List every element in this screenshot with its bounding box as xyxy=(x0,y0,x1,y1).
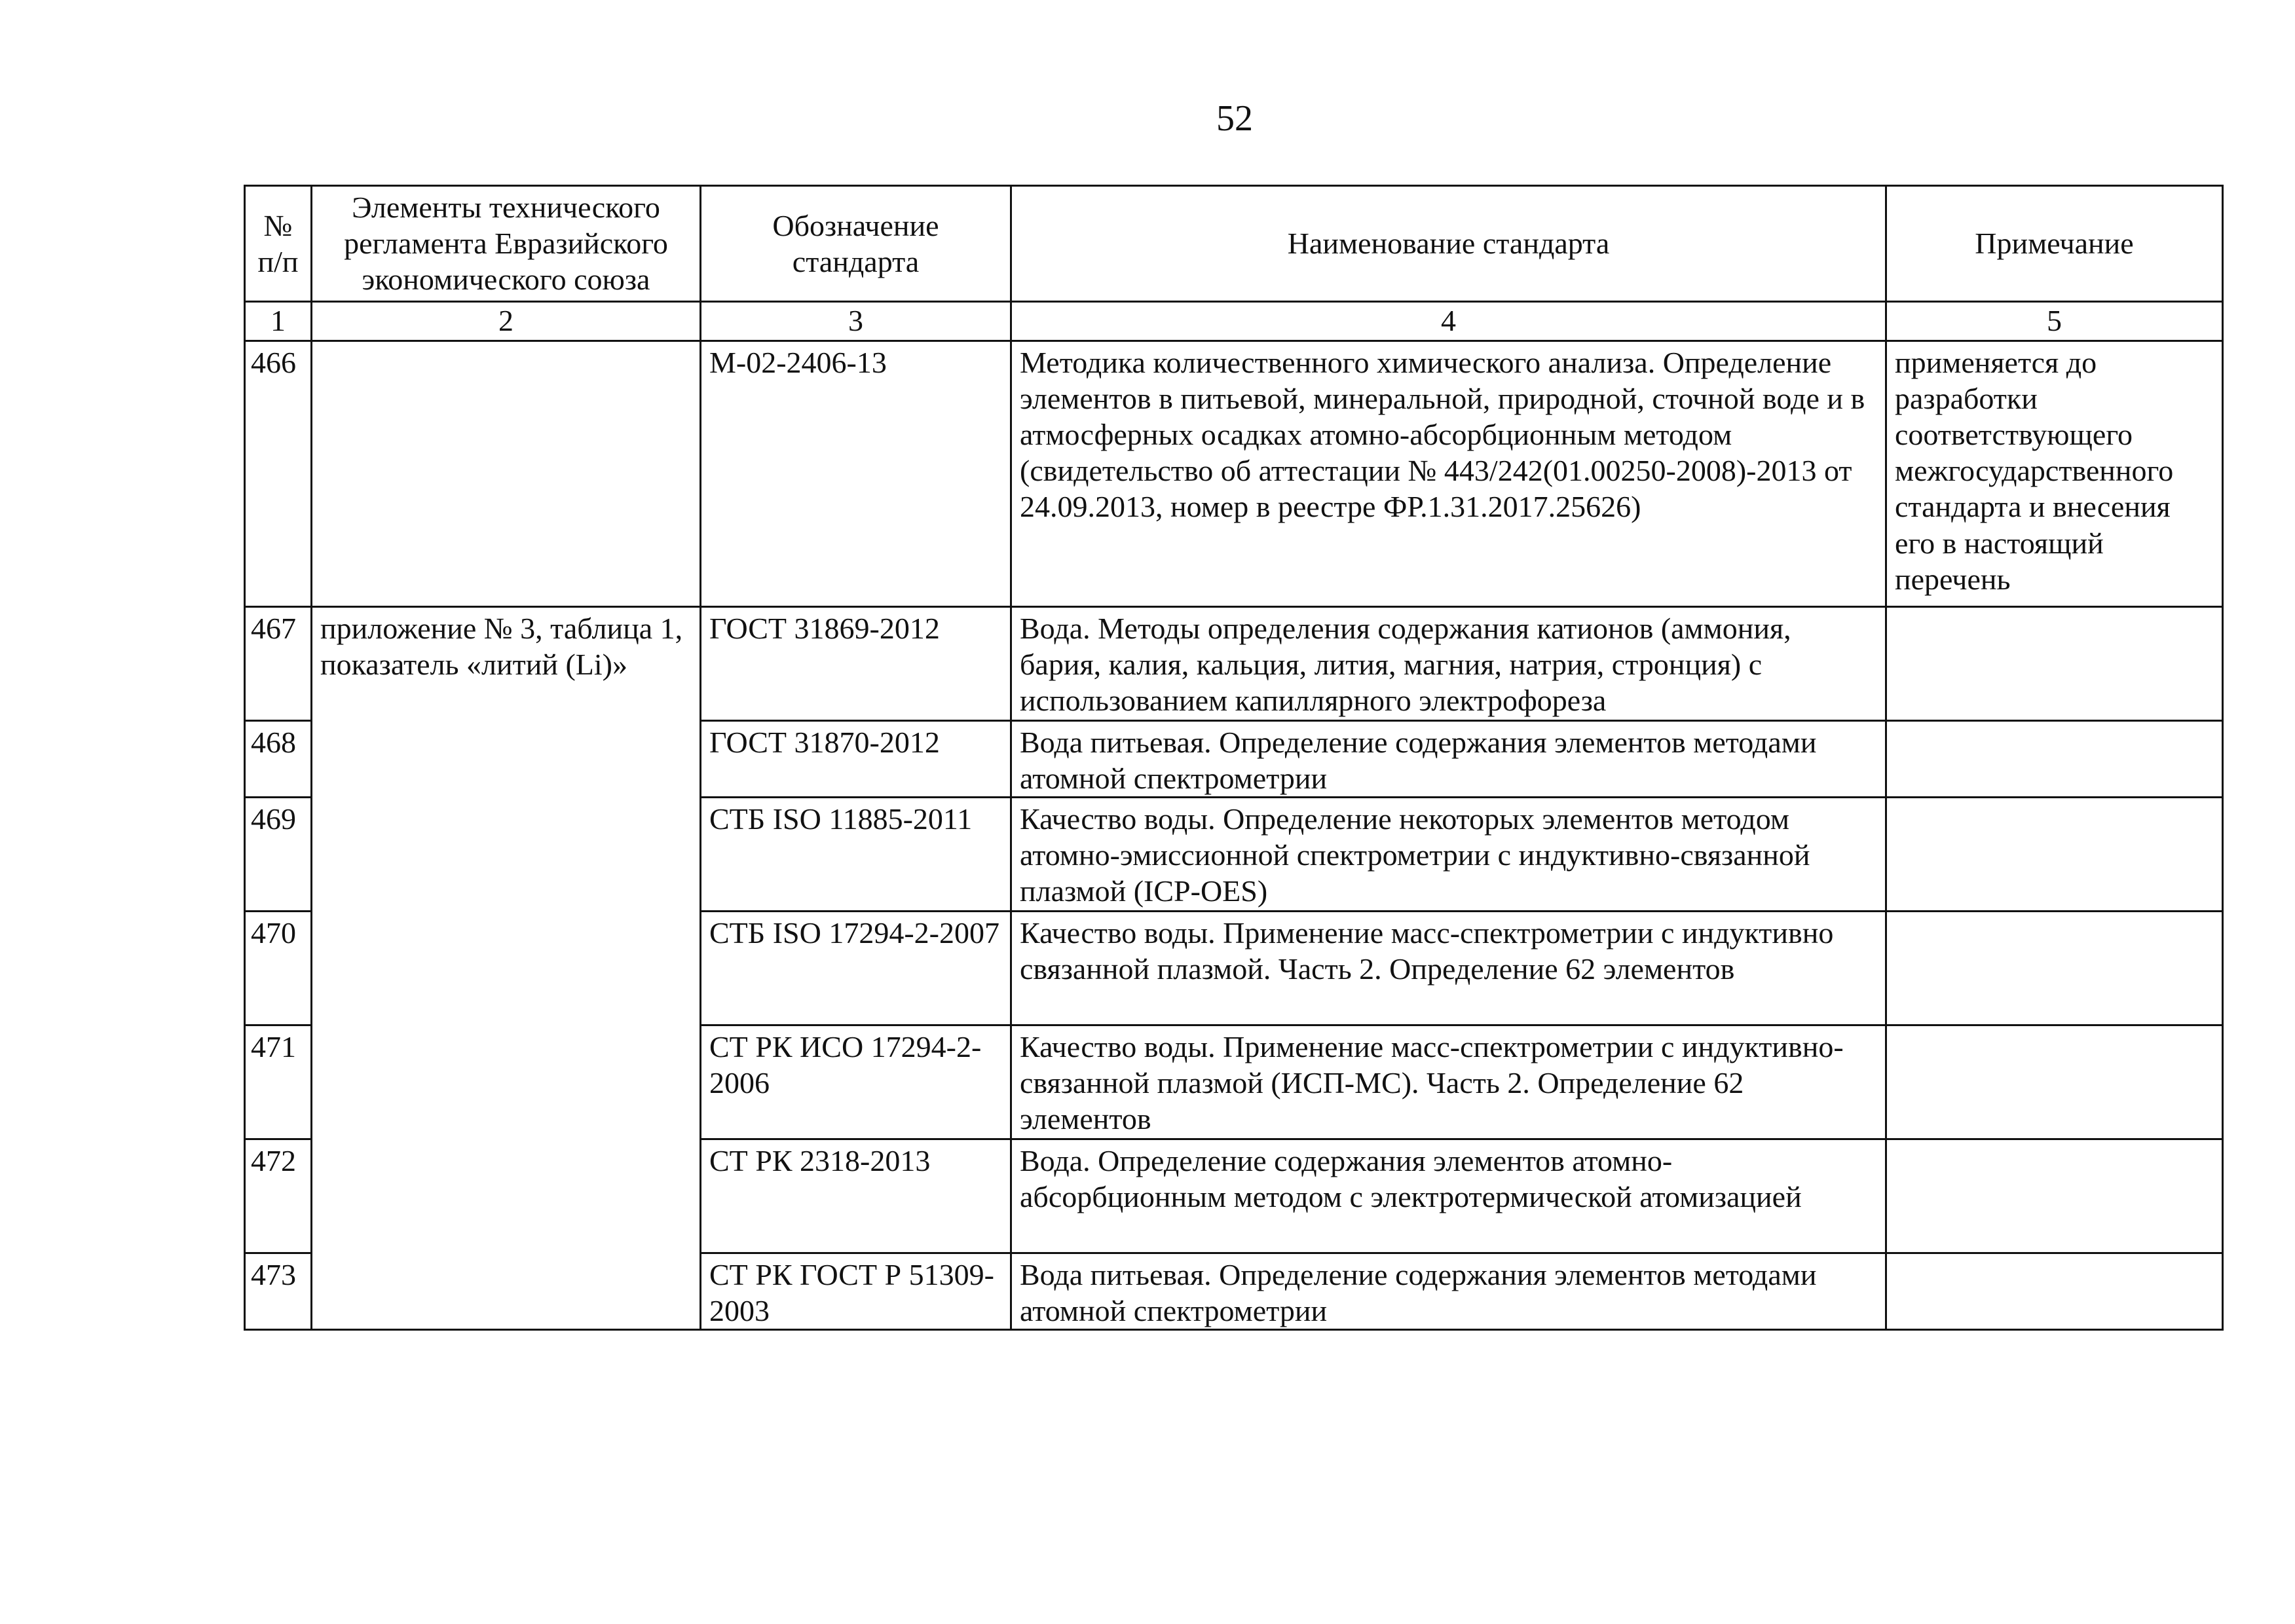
note-cell xyxy=(1886,797,2223,911)
note-cell xyxy=(1886,606,2223,720)
column-number: 3 xyxy=(701,301,1011,341)
table-row xyxy=(245,341,2223,606)
header-note: Примечание xyxy=(1886,186,2223,302)
column-number-row xyxy=(245,301,2223,341)
row-number: 473 xyxy=(245,1253,312,1329)
standard-name-cell: Качество воды. Применение масс-спектрометрии с индуктивно-связанной плазмой (ИСП-МС). Часть 2. Определение 62 элементов xyxy=(1011,1025,1886,1139)
row-number: 471 xyxy=(245,1025,312,1139)
note-cell xyxy=(1886,720,2223,797)
standard-name-cell: Методика количественного химического анализа. Определение элементов в питьевой, минеральной, природной, сточной воде и в атмосферных осадках атомно-абсорбционным методом (свидетельство об аттестации № 443/242(01.00250-2008)-2013 от 24.09.2013, номер в реестре ФР.1.31.2017.25626) xyxy=(1011,341,1886,606)
standard-name-cell: Вода. Методы определения содержания катионов (аммония, бария, калия, кальция, лития, магния, натрия, стронция) с использованием капиллярного электрофореза xyxy=(1011,606,1886,720)
designation-cell: М-02-2406-13 xyxy=(701,341,1011,606)
standard-name-cell: Качество воды. Применение масс-спектрометрии с индуктивно связанной плазмой. Часть 2. Определение 62 элементов xyxy=(1011,911,1886,1025)
note-cell xyxy=(1886,1139,2223,1253)
standard-name-cell: Вода питьевая. Определение содержания элементов методами атомной спектрометрии xyxy=(1011,1253,1886,1329)
designation-cell: СТБ ISO 17294-2-2007 xyxy=(701,911,1011,1025)
designation-cell: ГОСТ 31869-2012 xyxy=(701,606,1011,720)
row-number: 468 xyxy=(245,720,312,797)
header-name: Наименование стандарта xyxy=(1011,186,1886,302)
note-cell xyxy=(1886,1253,2223,1329)
row-number: 470 xyxy=(245,911,312,1025)
header-num: № п/п xyxy=(245,186,312,302)
designation-cell: СТ РК 2318-2013 xyxy=(701,1139,1011,1253)
column-number: 5 xyxy=(1886,301,2223,341)
header-designation: Обозначение стандарта xyxy=(701,186,1011,302)
note-cell xyxy=(1886,911,2223,1025)
standards-table xyxy=(244,185,2224,1331)
designation-cell: СТ РК ИСО 17294-2-2006 xyxy=(701,1025,1011,1139)
row-number: 466 xyxy=(245,341,312,606)
column-number: 2 xyxy=(312,301,701,341)
table-header-row xyxy=(245,186,2223,302)
page-number: 52 xyxy=(1216,98,1253,139)
row-number: 469 xyxy=(245,797,312,911)
column-number: 1 xyxy=(245,301,312,341)
standard-name-cell: Вода питьевая. Определение содержания элементов методами атомной спектрометрии xyxy=(1011,720,1886,797)
designation-cell: ГОСТ 31870-2012 xyxy=(701,720,1011,797)
row-number: 467 xyxy=(245,606,312,720)
note-cell xyxy=(1886,1025,2223,1139)
note-cell: применяется до разработки соответствующего межгосударственного стандарта и внесения его в настоящий перечень xyxy=(1886,341,2223,606)
standard-name-cell: Качество воды. Определение некоторых элементов методом атомно-эмиссионной спектрометрии с индуктивно-связанной плазмой (ICP-OES) xyxy=(1011,797,1886,911)
element-cell xyxy=(312,341,701,606)
table-row xyxy=(245,606,2223,720)
element-cell: приложение № 3, таблица 1, показатель «литий (Li)» xyxy=(312,606,701,1330)
designation-cell: СТ РК ГОСТ Р 51309-2003 xyxy=(701,1253,1011,1329)
column-number: 4 xyxy=(1011,301,1886,341)
designation-cell: СТБ ISO 11885-2011 xyxy=(701,797,1011,911)
header-element: Элементы технического регламента Евразийского экономического союза xyxy=(312,186,701,302)
standard-name-cell: Вода. Определение содержания элементов атомно-абсорбционным методом с электротермической атомизацией xyxy=(1011,1139,1886,1253)
row-number: 472 xyxy=(245,1139,312,1253)
